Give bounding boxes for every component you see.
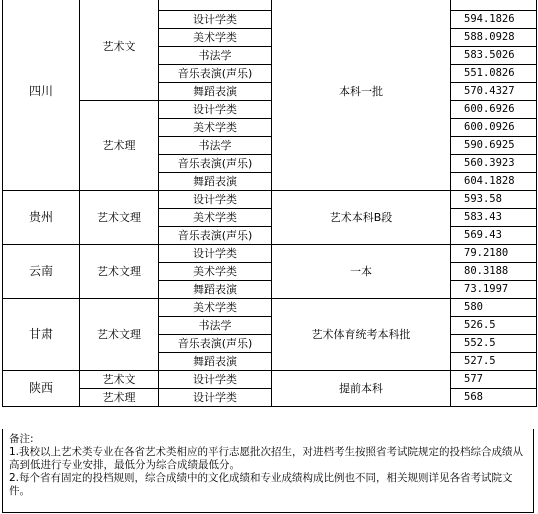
major-cell: 设计学类 xyxy=(159,101,272,119)
admission-batch-cell: 一本 xyxy=(272,245,451,299)
score-cell: 568 xyxy=(451,389,537,407)
major-cell: 音乐表演(声乐) xyxy=(159,65,272,83)
score-cell: 527.5 xyxy=(451,353,537,371)
admission-batch-cell: 提前本科 xyxy=(272,371,451,407)
admission-batch-cell: 艺术本科B段 xyxy=(272,191,451,245)
score-cell: 604.1828 xyxy=(451,173,537,191)
score-cell: 73.1997 xyxy=(451,281,537,299)
province-cell: 四川 xyxy=(3,0,80,191)
admission-scores-table xyxy=(2,0,537,407)
major-cell: 舞蹈表演 xyxy=(159,83,272,101)
score-cell: 600.6926 xyxy=(451,101,537,119)
notes-section xyxy=(2,429,534,513)
category-cell: 艺术理 xyxy=(80,101,159,191)
major-cell: 书法学 xyxy=(159,317,272,335)
major-cell: 设计学类 xyxy=(159,11,272,29)
major-cell: 美术学类 xyxy=(159,299,272,317)
category-cell: 艺术文 xyxy=(80,371,159,389)
score-cell: 588.0928 xyxy=(451,29,537,47)
score-cell: 583.5026 xyxy=(451,47,537,65)
table-row xyxy=(3,299,537,317)
province-cell: 陕西 xyxy=(3,371,80,407)
score-cell: 570.4327 xyxy=(451,83,537,101)
major-cell: 设计学类 xyxy=(159,245,272,263)
score-cell: 577 xyxy=(451,371,537,389)
province-cell: 贵州 xyxy=(3,191,80,245)
score-cell: 79.2180 xyxy=(451,245,537,263)
major-cell: 舞蹈表演 xyxy=(159,353,272,371)
major-cell: 音乐表演(声乐) xyxy=(159,335,272,353)
major-cell: 书法学 xyxy=(159,137,272,155)
score-cell: 551.0826 xyxy=(451,65,537,83)
note-item: 2.每个省有固定的投档规则，综合成绩中的文化成绩和专业成绩构成比例也不同，相关规则详见各省考试院文件。 xyxy=(9,472,513,497)
province-cell: 甘肃 xyxy=(3,299,80,371)
table-row xyxy=(3,0,537,11)
major-cell: 美术学类 xyxy=(159,119,272,137)
score-cell: 580 xyxy=(451,299,537,317)
major-cell: 音乐表演(声乐) xyxy=(159,227,272,245)
score-cell: 600.0926 xyxy=(451,119,537,137)
score-cell: 569.43 xyxy=(451,227,537,245)
note-item: 1.我校以上艺术类专业在各省艺术类相应的平行志愿批次招生，对进档考生按照省考试院规定的投档综合成绩从高到低进行专业安排，最低分为综合成绩最低分。 xyxy=(9,446,524,471)
category-cell: 艺术文理 xyxy=(80,191,159,245)
major-cell: 美术学类 xyxy=(159,209,272,227)
major-cell: 美术学类 xyxy=(159,29,272,47)
province-cell: 云南 xyxy=(3,245,80,299)
major-cell: 设计学类 xyxy=(159,389,272,407)
major-cell: 音乐表演(声乐) xyxy=(159,155,272,173)
table-row xyxy=(3,245,537,263)
score-cell: 594.1826 xyxy=(451,11,537,29)
score-cell: 590.6925 xyxy=(451,137,537,155)
category-cell: 艺术文理 xyxy=(80,299,159,371)
score-cell: 593.58 xyxy=(451,191,537,209)
score-cell xyxy=(451,0,537,11)
major-cell: 设计学类 xyxy=(159,191,272,209)
score-cell: 552.5 xyxy=(451,335,537,353)
category-cell: 艺术理 xyxy=(80,389,159,407)
category-cell: 艺术文理 xyxy=(80,245,159,299)
admission-batch-cell: 艺术体育统考本科批 xyxy=(272,299,451,371)
major-cell xyxy=(159,0,272,11)
table-row xyxy=(3,389,537,407)
major-cell: 美术学类 xyxy=(159,263,272,281)
admission-batch-cell: 本科一批 xyxy=(272,0,451,191)
notes-heading: 备注: xyxy=(9,433,34,445)
score-cell: 80.3188 xyxy=(451,263,537,281)
score-cell: 560.3923 xyxy=(451,155,537,173)
score-cell: 526.5 xyxy=(451,317,537,335)
category-cell: 艺术文 xyxy=(80,0,159,101)
table-row xyxy=(3,371,537,389)
major-cell: 舞蹈表演 xyxy=(159,281,272,299)
table-row xyxy=(3,191,537,209)
major-cell: 设计学类 xyxy=(159,371,272,389)
major-cell: 舞蹈表演 xyxy=(159,173,272,191)
score-cell: 583.43 xyxy=(451,209,537,227)
major-cell: 书法学 xyxy=(159,47,272,65)
table-row xyxy=(3,101,537,119)
